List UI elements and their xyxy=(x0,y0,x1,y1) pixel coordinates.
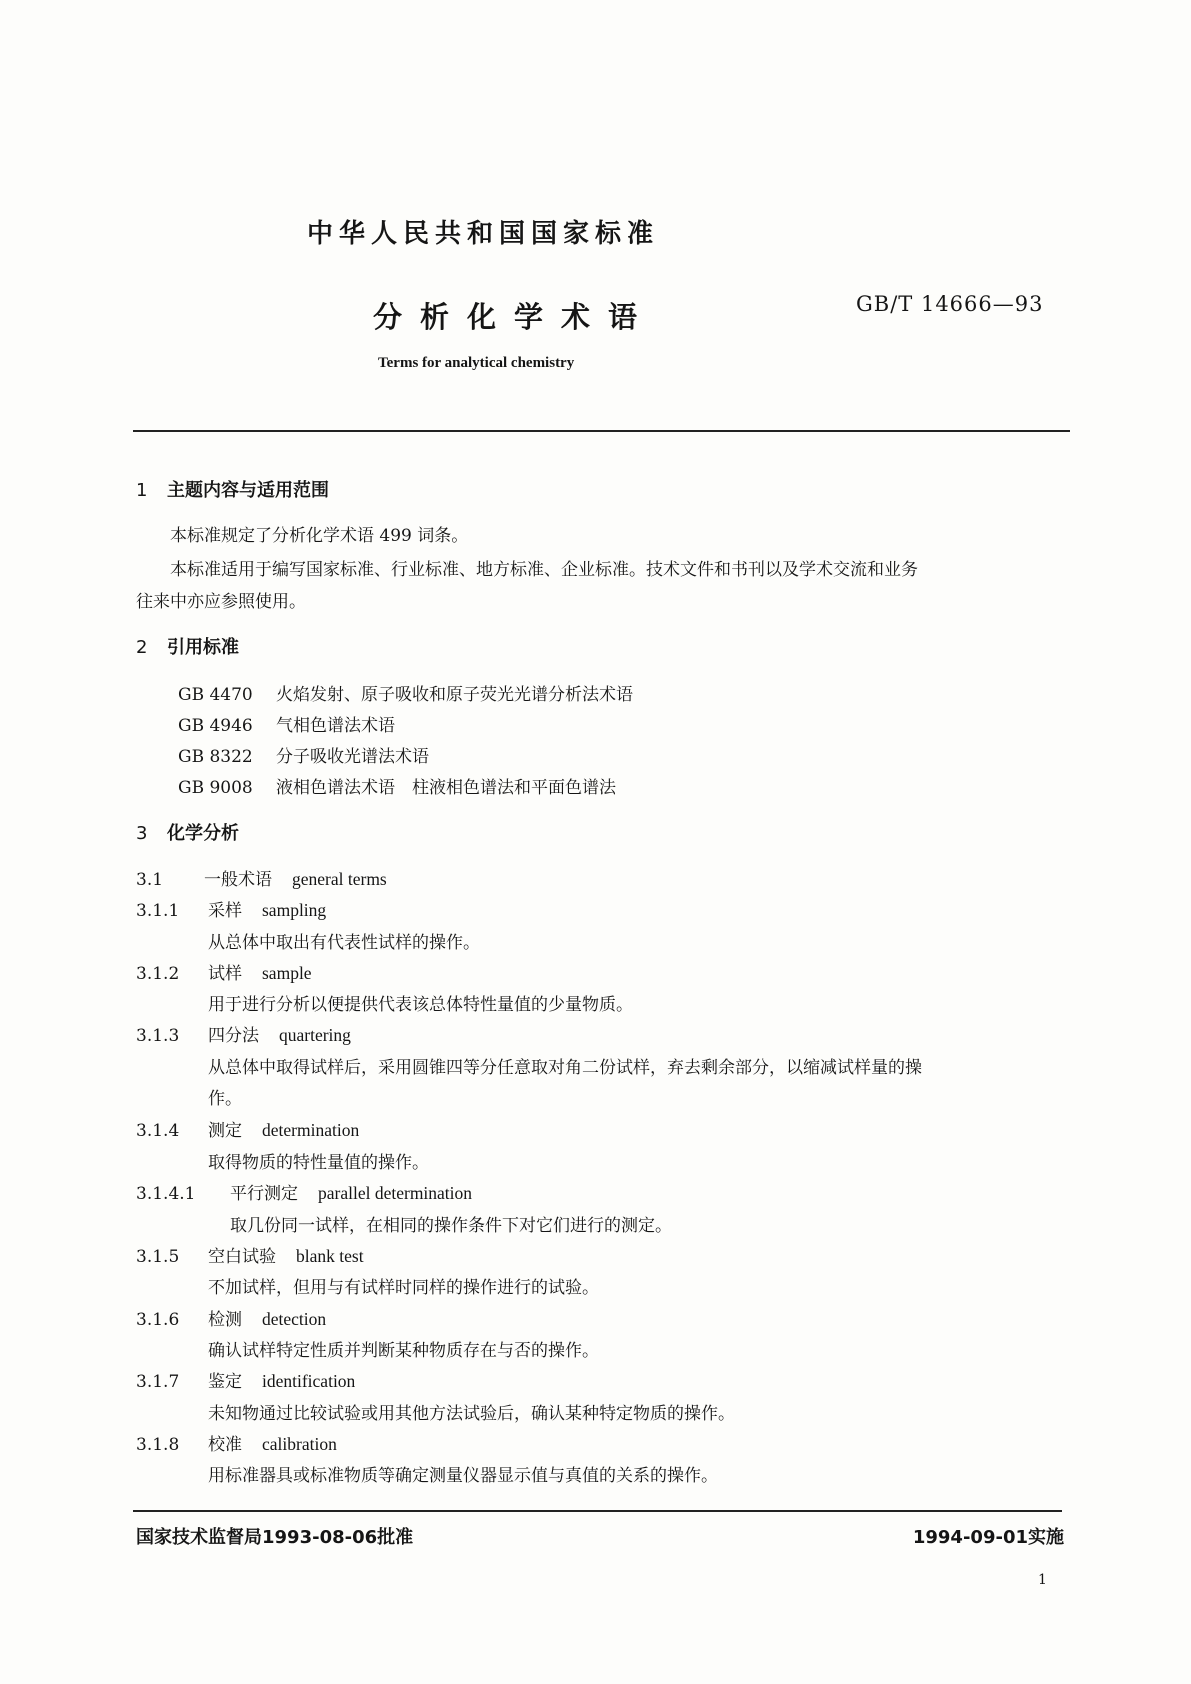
section-2-heading xyxy=(136,633,239,659)
section-title: 引用标准 xyxy=(167,637,239,658)
section-1-heading xyxy=(136,476,329,502)
term-definition: 用于进行分析以便提供代表该总体特性量值的少量物质。 xyxy=(208,995,633,1015)
country-title: 中华人民共和国国家标准 xyxy=(307,219,660,249)
paragraph-continuation: 往来中亦应参照使用。 xyxy=(136,592,306,612)
term-number: 3.1 xyxy=(136,870,164,890)
reference-item xyxy=(178,711,395,736)
section-number: 2 xyxy=(136,637,148,658)
page-number: 1 xyxy=(1038,1572,1047,1588)
reference-item xyxy=(178,773,616,798)
reference-title: 液相色谱法术语 柱液相色谱法和平面色谱法 xyxy=(276,778,616,798)
reference-code: GB 4946 xyxy=(178,716,253,736)
term-english: quartering xyxy=(279,1025,351,1045)
paragraph: 本标准规定了分析化学术语 499 词条。 xyxy=(170,526,469,546)
term-english: sampling xyxy=(262,900,327,920)
term-chinese: 试样 xyxy=(208,964,242,984)
term-chinese: 检测 xyxy=(208,1310,242,1330)
term-number: 3.1.5 xyxy=(136,1247,180,1267)
term-3-1-7 xyxy=(136,1367,355,1392)
term-number: 3.1.3 xyxy=(136,1026,180,1046)
term-definition-continuation: 作。 xyxy=(208,1089,242,1109)
term-number: 3.1.4 xyxy=(136,1121,180,1141)
term-english: calibration xyxy=(262,1434,337,1454)
term-3-1-6 xyxy=(136,1305,326,1330)
term-3-1-4 xyxy=(136,1116,359,1141)
term-definition: 未知物通过比较试验或用其他方法试验后，确认某种特定物质的操作。 xyxy=(208,1404,735,1424)
section-3-heading xyxy=(136,819,239,845)
reference-title: 气相色谱法术语 xyxy=(276,716,395,736)
term-chinese: 校准 xyxy=(208,1435,242,1455)
term-english: blank test xyxy=(296,1246,364,1266)
reference-title: 分子吸收光谱法术语 xyxy=(276,747,429,767)
term-chinese: 采样 xyxy=(208,901,242,921)
term-number: 3.1.6 xyxy=(136,1310,180,1330)
term-3-1-8 xyxy=(136,1430,337,1455)
reference-item xyxy=(178,680,633,705)
term-number: 3.1.8 xyxy=(136,1435,180,1455)
term-chinese: 平行测定 xyxy=(230,1184,298,1204)
term-number: 3.1.7 xyxy=(136,1372,180,1392)
reference-title: 火焰发射、原子吸收和原子荧光光谱分析法术语 xyxy=(276,685,633,705)
term-definition: 从总体中取出有代表性试样的操作。 xyxy=(208,933,480,953)
term-definition: 从总体中取得试样后，采用圆锥四等分任意取对角二份试样，弃去剩余部分，以缩减试样量的操 xyxy=(208,1058,922,1078)
term-definition: 取几份同一试样，在相同的操作条件下对它们进行的测定。 xyxy=(230,1216,672,1236)
reference-item xyxy=(178,742,429,767)
term-definition: 确认试样特定性质并判断某种物质存在与否的操作。 xyxy=(208,1341,599,1361)
term-english: general terms xyxy=(292,869,387,889)
term-definition: 取得物质的特性量值的操作。 xyxy=(208,1153,429,1173)
reference-code: GB 4470 xyxy=(178,685,253,705)
term-number: 3.1.4.1 xyxy=(136,1184,196,1204)
term-3-1-4-1 xyxy=(136,1179,472,1204)
section-title: 化学分析 xyxy=(167,823,239,844)
approval-date: 国家技术监督局1993-08-06批准 xyxy=(136,1527,414,1548)
term-english: parallel determination xyxy=(318,1183,473,1203)
footer-divider xyxy=(133,1510,1062,1512)
section-number: 3 xyxy=(136,823,148,844)
term-english: detection xyxy=(262,1309,327,1329)
term-definition: 用标准器具或标准物质等确定测量仪器显示值与真值的关系的操作。 xyxy=(208,1466,718,1486)
term-3-1-1 xyxy=(136,896,326,921)
reference-code: GB 9008 xyxy=(178,778,253,798)
term-chinese: 测定 xyxy=(208,1121,242,1141)
term-definition: 不加试样，但用与有试样时同样的操作进行的试验。 xyxy=(208,1278,599,1298)
paragraph: 本标准适用于编写国家标准、行业标准、地方标准、企业标准。技术文件和书刊以及学术交流和业务 xyxy=(170,560,918,580)
term-chinese: 一般术语 xyxy=(204,870,272,890)
term-chinese: 四分法 xyxy=(208,1026,259,1046)
term-chinese: 鉴定 xyxy=(208,1372,242,1392)
english-subtitle: Terms for analytical chemistry xyxy=(378,355,575,371)
term-3-1-5 xyxy=(136,1242,364,1267)
term-english: sample xyxy=(262,963,312,983)
term-english: determination xyxy=(262,1120,360,1140)
term-english: identification xyxy=(262,1371,356,1391)
term-chinese: 空白试验 xyxy=(208,1247,276,1267)
term-3-1-3 xyxy=(136,1021,351,1046)
term-number: 3.1.2 xyxy=(136,964,180,984)
term-3-1 xyxy=(136,865,387,890)
document-title: 分析化学术语 xyxy=(373,300,656,334)
header-divider xyxy=(133,430,1070,432)
standard-number: GB/T 14666—93 xyxy=(856,292,1044,316)
term-3-1-2 xyxy=(136,959,312,984)
implementation-date: 1994-09-01实施 xyxy=(912,1527,1064,1548)
reference-code: GB 8322 xyxy=(178,747,253,767)
section-title: 主题内容与适用范围 xyxy=(167,480,329,501)
section-number: 1 xyxy=(136,480,148,501)
term-number: 3.1.1 xyxy=(136,901,180,921)
